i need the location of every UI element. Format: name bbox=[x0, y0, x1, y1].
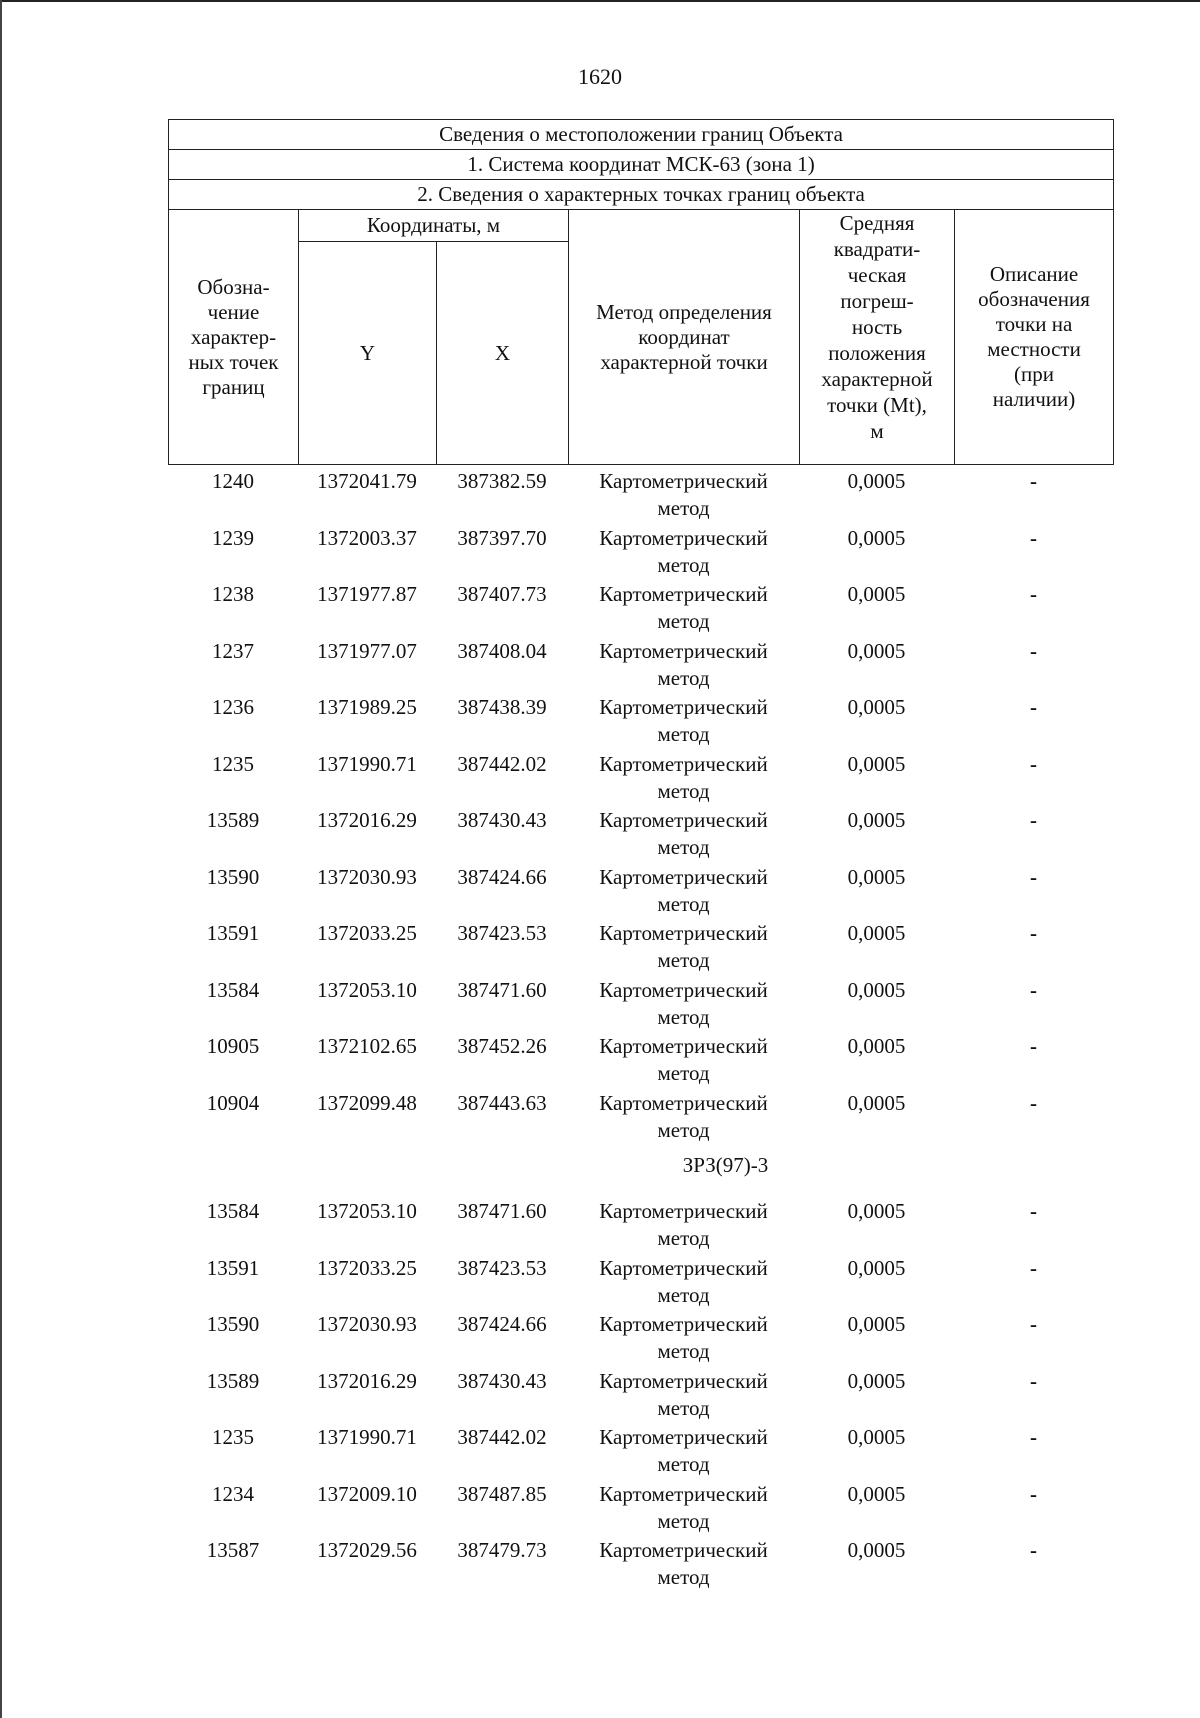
rows-group-main bbox=[168, 468, 1113, 1146]
section-label: ЗРЗ(97)-3 bbox=[682, 1153, 769, 1177]
error: 0,0005 bbox=[847, 1481, 906, 1506]
method: Картометрический метод bbox=[599, 751, 768, 803]
col-header-method: Метод определения координат характерной точки bbox=[569, 210, 800, 465]
coordinates-table-header bbox=[168, 119, 1114, 465]
error: 0,0005 bbox=[847, 751, 906, 776]
coord-y: 1372009.10 bbox=[317, 1481, 417, 1506]
error: 0,0005 bbox=[847, 1312, 906, 1336]
method: Картометрический метод bbox=[599, 1425, 768, 1476]
coord-x: 387382.59 bbox=[457, 469, 547, 493]
method: Картометрический метод bbox=[599, 808, 768, 859]
points-section-title: 2. Сведения о характерных точках границ объекта bbox=[169, 180, 1114, 210]
coord-y: 1372053.10 bbox=[317, 1199, 417, 1223]
col-header-x: X bbox=[437, 242, 569, 465]
point-id: 13590 bbox=[206, 864, 260, 889]
description: - bbox=[1030, 1368, 1037, 1393]
error: 0,0005 bbox=[847, 695, 906, 719]
point-id: 1235 bbox=[212, 751, 254, 776]
description: - bbox=[1030, 695, 1037, 719]
coord-x: 387430.43 bbox=[457, 1368, 547, 1393]
col-header-designation: Обозна- чение характер- ных точек границ bbox=[169, 210, 299, 465]
method: Картометрический метод bbox=[599, 525, 768, 577]
coord-x: 387423.53 bbox=[457, 1255, 547, 1280]
coord-y: 1372041.79 bbox=[317, 469, 417, 493]
method: Картометрический метод bbox=[599, 582, 768, 633]
coord-y: 1372053.10 bbox=[317, 977, 417, 1002]
error: 0,0005 bbox=[847, 864, 906, 889]
method: Картометрический метод bbox=[599, 1255, 768, 1307]
description: - bbox=[1030, 1538, 1037, 1562]
coord-x: 387397.70 bbox=[457, 525, 547, 550]
table-row bbox=[168, 581, 1113, 638]
coord-y: 1372102.65 bbox=[317, 1034, 417, 1058]
coord-x: 387442.02 bbox=[457, 751, 547, 776]
point-id: 13591 bbox=[206, 1255, 260, 1280]
coord-y: 1372016.29 bbox=[317, 1368, 417, 1393]
table-row bbox=[168, 1424, 1113, 1481]
table-row bbox=[168, 1368, 1113, 1425]
point-id: 1235 bbox=[212, 1425, 254, 1449]
error: 0,0005 bbox=[847, 1538, 906, 1562]
error: 0,0005 bbox=[847, 1199, 906, 1223]
table-title: Сведения о местоположении границ Объекта bbox=[169, 120, 1114, 150]
method: Картометрический метод bbox=[599, 1538, 768, 1589]
coord-x: 387408.04 bbox=[457, 638, 547, 663]
point-id: 13590 bbox=[206, 1312, 260, 1336]
table-row bbox=[168, 468, 1113, 525]
table-row bbox=[168, 1255, 1113, 1312]
coord-y: 1372033.25 bbox=[317, 1255, 417, 1280]
coord-y: 1371977.07 bbox=[317, 638, 417, 663]
coord-x: 387423.53 bbox=[457, 921, 547, 945]
table-row bbox=[168, 1481, 1113, 1538]
description: - bbox=[1030, 525, 1037, 550]
point-id: 13587 bbox=[206, 1538, 260, 1562]
error: 0,0005 bbox=[847, 808, 906, 832]
table-row bbox=[168, 920, 1113, 977]
method: Картометрический метод bbox=[599, 1481, 768, 1533]
coord-x: 387471.60 bbox=[457, 977, 547, 1002]
description: - bbox=[1030, 864, 1037, 889]
description: - bbox=[1030, 1481, 1037, 1506]
method: Картометрический метод bbox=[599, 1090, 768, 1142]
coord-y: 1371977.87 bbox=[317, 582, 417, 606]
description: - bbox=[1030, 751, 1037, 776]
coord-x: 387471.60 bbox=[457, 1199, 547, 1223]
coord-x: 387443.63 bbox=[457, 1090, 547, 1115]
table-row bbox=[168, 1311, 1113, 1368]
point-id: 13589 bbox=[206, 1368, 260, 1393]
method: Картометрический метод bbox=[599, 695, 768, 746]
description: - bbox=[1030, 808, 1037, 832]
point-id: 13589 bbox=[206, 808, 260, 832]
method: Картометрический метод bbox=[599, 1368, 768, 1420]
coord-y: 1371990.71 bbox=[317, 1425, 417, 1449]
coord-x: 387438.39 bbox=[457, 695, 547, 719]
coord-x: 387407.73 bbox=[457, 582, 547, 606]
table-row bbox=[168, 977, 1113, 1034]
coord-y: 1371989.25 bbox=[317, 695, 417, 719]
coord-y: 1372030.93 bbox=[317, 1312, 417, 1336]
error: 0,0005 bbox=[847, 582, 906, 606]
description: - bbox=[1030, 921, 1037, 945]
description: - bbox=[1030, 1255, 1037, 1280]
page-number: 1620 bbox=[578, 64, 622, 89]
description: - bbox=[1030, 977, 1037, 1002]
coord-x: 387424.66 bbox=[457, 1312, 547, 1336]
description: - bbox=[1030, 469, 1037, 493]
coord-y: 1372099.48 bbox=[317, 1090, 417, 1115]
coord-y: 1371990.71 bbox=[317, 751, 417, 776]
error: 0,0005 bbox=[847, 1368, 906, 1393]
method: Картометрический метод bbox=[599, 1312, 768, 1363]
coord-x: 387487.85 bbox=[457, 1481, 547, 1506]
coord-y: 1372033.25 bbox=[317, 921, 417, 945]
table-body bbox=[168, 468, 1113, 1594]
coord-y: 1372029.56 bbox=[317, 1538, 417, 1562]
point-id: 13584 bbox=[206, 977, 260, 1002]
description: - bbox=[1030, 582, 1037, 606]
description: - bbox=[1030, 638, 1037, 663]
point-id: 1238 bbox=[212, 582, 254, 606]
scan-border-left bbox=[0, 0, 2, 1718]
description: - bbox=[1030, 1090, 1037, 1115]
table-row bbox=[168, 638, 1113, 695]
error: 0,0005 bbox=[847, 638, 906, 663]
coord-y: 1372030.93 bbox=[317, 864, 417, 889]
col-header-coordinates: Координаты, м bbox=[299, 210, 569, 242]
description: - bbox=[1030, 1034, 1037, 1058]
col-header-y: Y bbox=[299, 242, 437, 465]
table-row bbox=[168, 525, 1113, 582]
point-id: 1237 bbox=[212, 638, 254, 663]
point-id: 10904 bbox=[206, 1090, 260, 1115]
method: Картометрический метод bbox=[599, 1034, 768, 1085]
coord-x: 387430.43 bbox=[457, 808, 547, 832]
coord-y: 1372003.37 bbox=[317, 525, 417, 550]
table-row bbox=[168, 1033, 1113, 1090]
rows-group-zrz bbox=[168, 1198, 1113, 1594]
error: 0,0005 bbox=[847, 469, 906, 493]
description: - bbox=[1030, 1199, 1037, 1223]
error: 0,0005 bbox=[847, 1090, 906, 1115]
method: Картометрический метод bbox=[599, 1199, 768, 1250]
description: - bbox=[1030, 1425, 1037, 1449]
point-id: 1234 bbox=[212, 1481, 254, 1506]
table-row bbox=[168, 807, 1113, 864]
coordinate-system-title: 1. Система координат МСК-63 (зона 1) bbox=[169, 150, 1114, 180]
coord-x: 387452.26 bbox=[457, 1034, 547, 1058]
coord-x: 387442.02 bbox=[457, 1425, 547, 1449]
table-row bbox=[168, 864, 1113, 921]
scan-border-top bbox=[0, 0, 1200, 2]
point-id: 13584 bbox=[206, 1199, 260, 1223]
point-id: 1239 bbox=[212, 525, 254, 550]
error: 0,0005 bbox=[847, 921, 906, 945]
error: 0,0005 bbox=[847, 1425, 906, 1449]
method: Картометрический метод bbox=[599, 921, 768, 972]
description: - bbox=[1030, 1312, 1037, 1336]
method: Картометрический метод bbox=[599, 638, 768, 690]
table-row bbox=[168, 1090, 1113, 1147]
error: 0,0005 bbox=[847, 1034, 906, 1058]
method: Картометрический метод bbox=[599, 864, 768, 916]
table-row bbox=[168, 1537, 1113, 1594]
point-id: 1236 bbox=[212, 695, 254, 719]
table-row bbox=[168, 694, 1113, 751]
coord-x: 387424.66 bbox=[457, 864, 547, 889]
point-id: 13591 bbox=[206, 921, 260, 945]
point-id: 10905 bbox=[206, 1034, 260, 1058]
method: Картометрический метод bbox=[599, 977, 768, 1029]
col-header-error: Средняя квадрати- ческая погреш- ность положения характерной точки (Mt), м bbox=[800, 210, 955, 465]
coord-y: 1372016.29 bbox=[317, 808, 417, 832]
method: Картометрический метод bbox=[599, 469, 768, 520]
point-id: 1240 bbox=[212, 469, 254, 493]
col-header-description: Описание обозначения точки на местности (при наличии) bbox=[955, 210, 1114, 465]
table-row bbox=[168, 751, 1113, 808]
error: 0,0005 bbox=[847, 977, 906, 1002]
coord-x: 387479.73 bbox=[457, 1538, 547, 1562]
table-row bbox=[168, 1198, 1113, 1255]
error: 0,0005 bbox=[847, 525, 906, 550]
error: 0,0005 bbox=[847, 1255, 906, 1280]
